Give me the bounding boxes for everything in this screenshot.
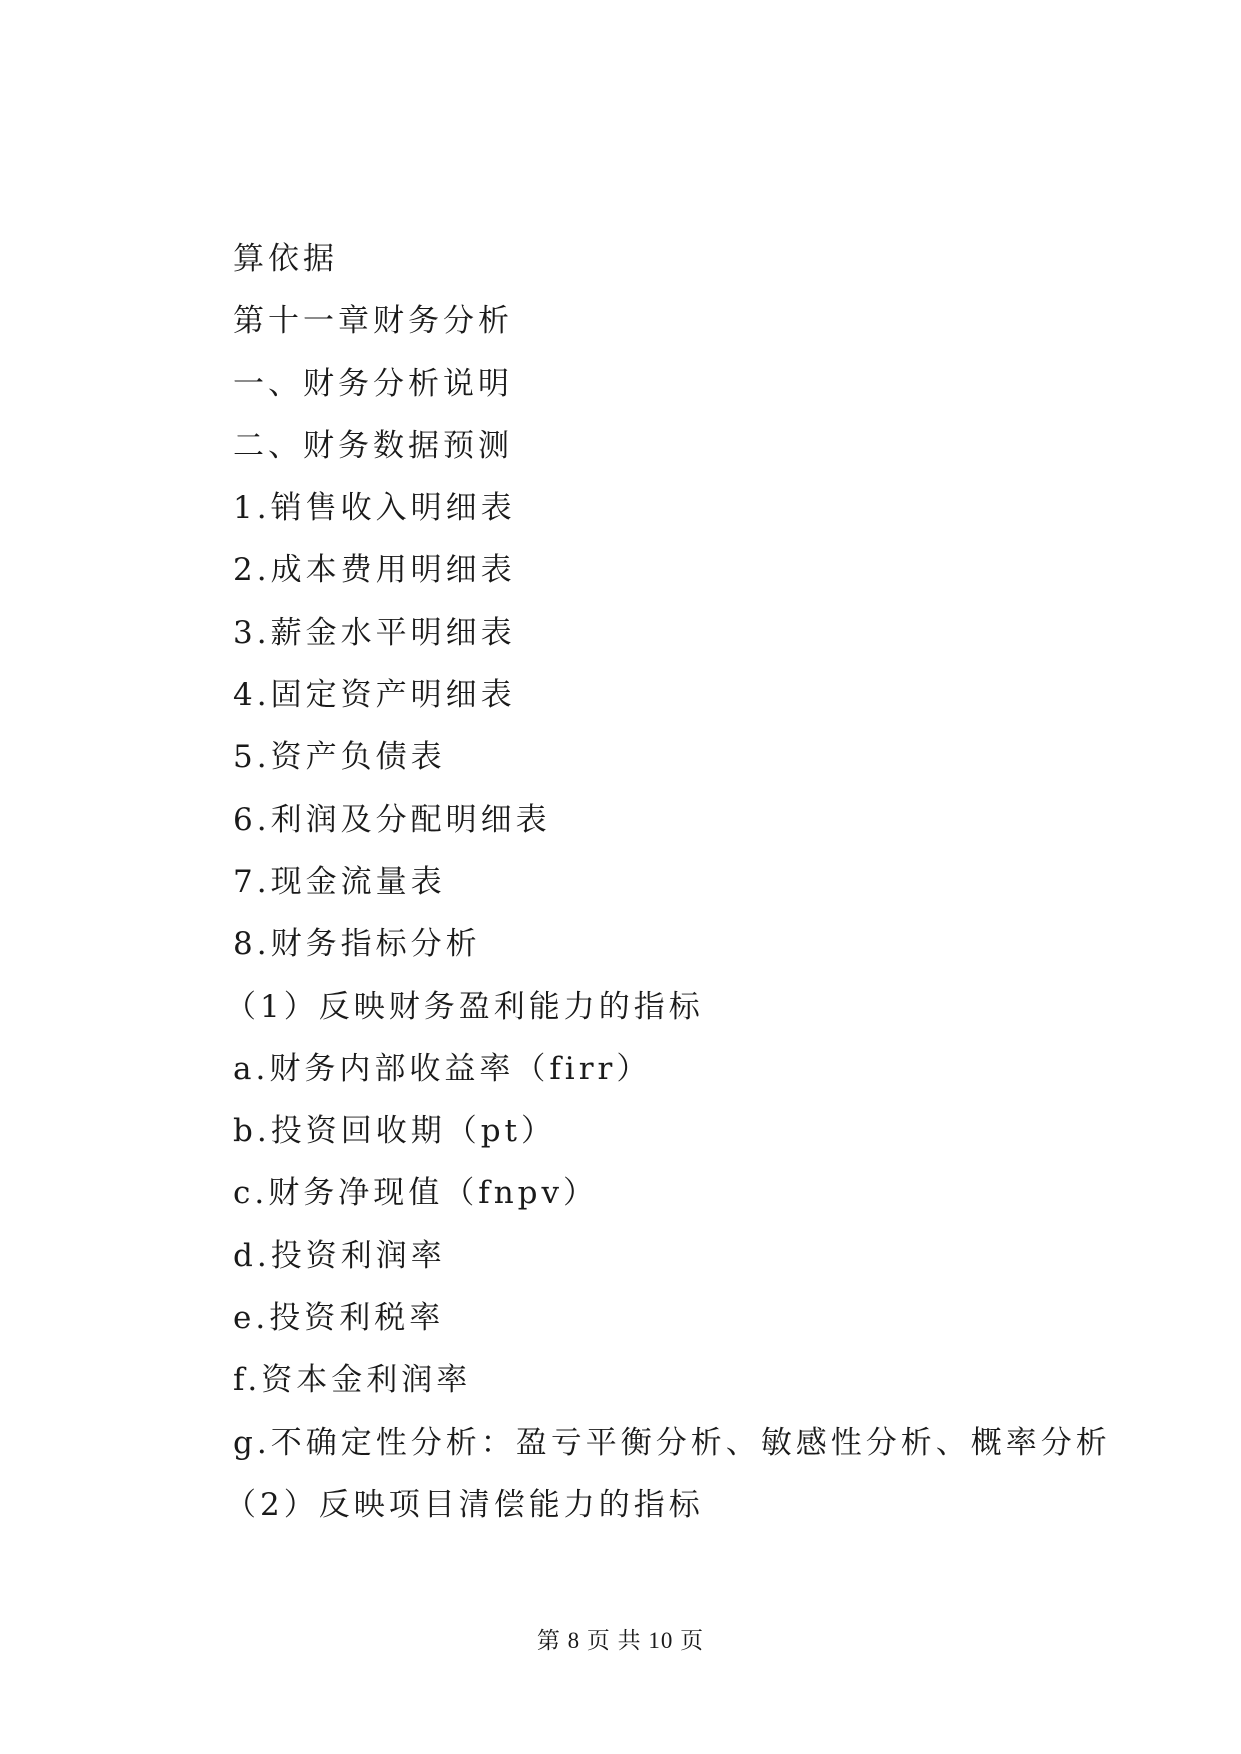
list-item: 3.薪金水平明细表 [233, 614, 516, 651]
page-number-footer: 第 8 页 共 10 页 [536, 1628, 705, 1653]
document-body [225, 228, 1133, 1536]
list-item: f.资本金利润率 [233, 1362, 472, 1399]
list-item: b.投资回收期（pt） [233, 1113, 556, 1150]
list-item: d.投资利润率 [233, 1237, 446, 1274]
text-line: 算依据 [233, 241, 338, 277]
list-item: g.不确定性分析：盈亏平衡分析、敏感性分析、概率分析 [233, 1424, 1111, 1461]
sub-heading: （2）反映项目清偿能力的指标 [225, 1486, 704, 1523]
list-item: 6.利润及分配明细表 [233, 801, 551, 838]
list-item: e.投资利税率 [233, 1300, 445, 1337]
list-item: a.财务内部收益率（firr） [233, 1050, 652, 1087]
section-heading: 一、财务分析说明 [233, 365, 513, 402]
list-item: c.财务净现值（fnpv） [233, 1175, 599, 1212]
list-item: 7.现金流量表 [233, 863, 446, 900]
list-item: 1.销售收入明细表 [233, 490, 516, 527]
list-item: 2.成本费用明细表 [233, 552, 516, 589]
chapter-heading: 第十一章财务分析 [233, 303, 513, 340]
list-item: 4.固定资产明细表 [233, 677, 516, 714]
section-heading: 二、财务数据预测 [233, 427, 513, 464]
list-item: 8.财务指标分析 [233, 926, 481, 963]
list-item: 5.资产负债表 [233, 739, 446, 776]
sub-heading: （1）反映财务盈利能力的指标 [225, 988, 704, 1025]
